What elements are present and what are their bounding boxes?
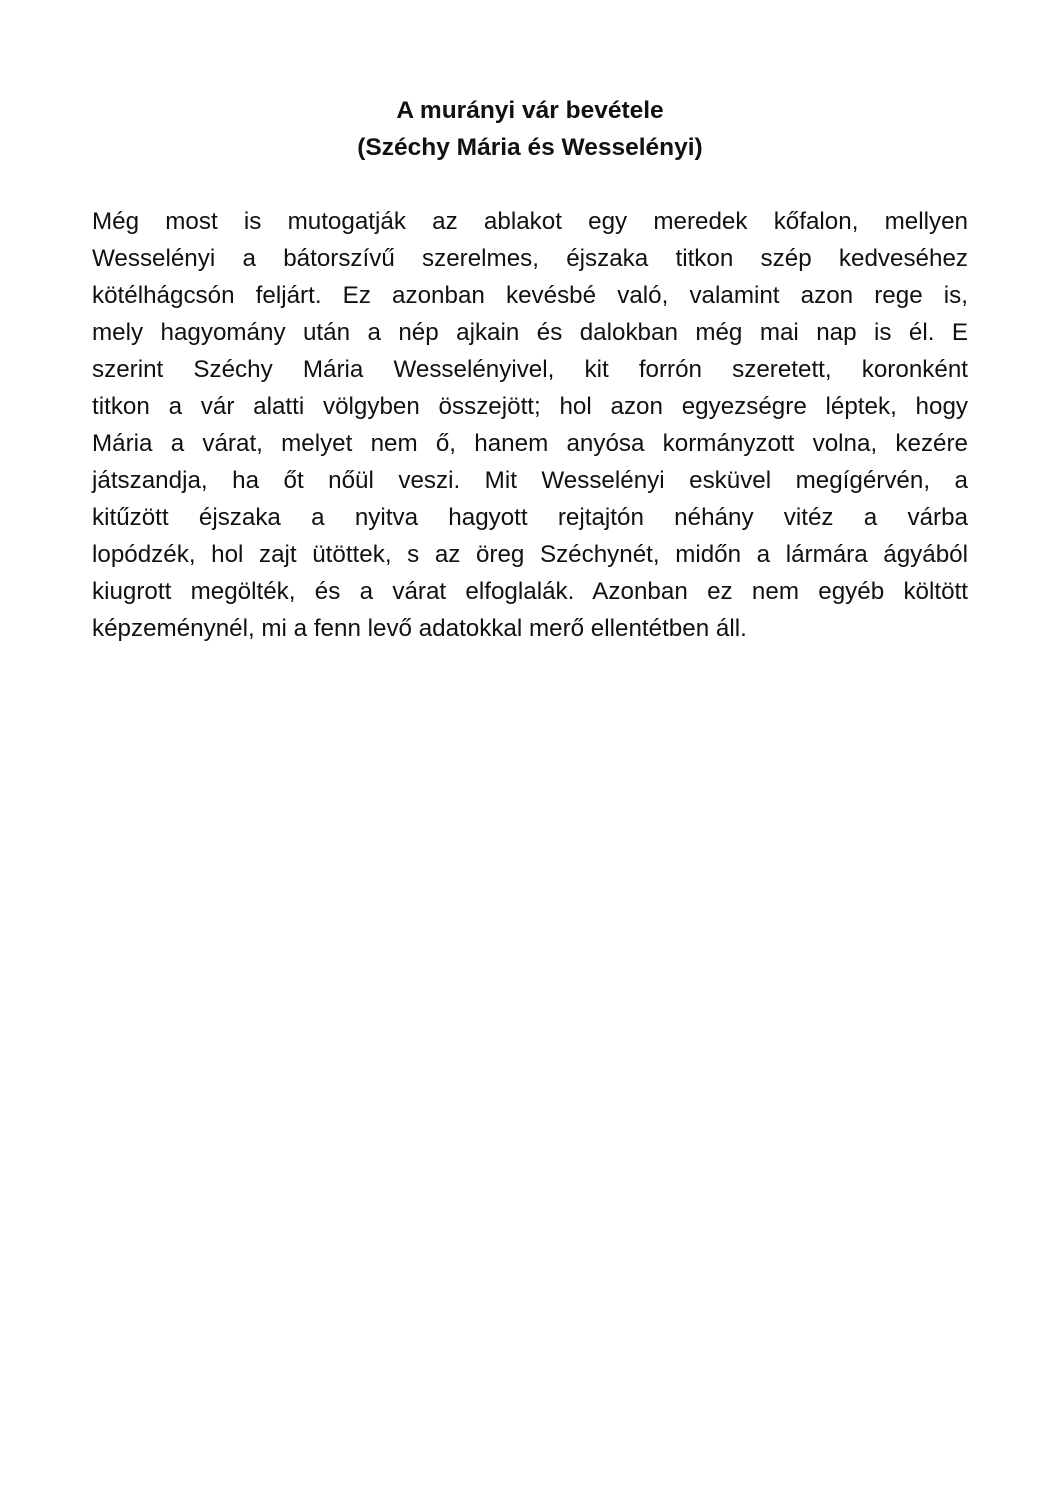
- paragraph-line: mely hagyomány után a nép ajkain és dalokban még mai nap is él. E: [92, 319, 968, 346]
- document-title: [92, 92, 968, 166]
- paragraph-line: titkon a vár alatti völgyben összejött; hol azon egyezségre léptek, hogy: [92, 393, 968, 420]
- paragraph-line: Még most is mutogatják az ablakot egy meredek kőfalon, mellyen: [92, 208, 968, 235]
- paragraph-line: képzeménynél, mi a fenn levő adatokkal merő ellentétben áll.: [92, 615, 747, 642]
- title-line-2: (Széchy Mária és Wesselényi): [357, 134, 703, 161]
- title-line-1: A murányi vár bevétele: [396, 97, 664, 124]
- paragraph-line: kötélhágcsón feljárt. Ez azonban kevésbé való, valamint azon rege is,: [92, 282, 968, 309]
- paragraph-line: Wesselényi a bátorszívű szerelmes, éjszaka titkon szép kedveséhez: [92, 245, 968, 272]
- paragraph-line: Mária a várat, melyet nem ő, hanem anyósa kormányzott volna, kezére: [92, 430, 968, 457]
- paragraph-line: kitűzött éjszaka a nyitva hagyott rejtajtón néhány vitéz a várba: [92, 504, 968, 531]
- paragraph-line: kiugrott megölték, és a várat elfoglalák. Azonban ez nem egyéb költött: [92, 578, 968, 605]
- paragraph-line: lopódzék, hol zajt ütöttek, s az öreg Széchynét, midőn a lármára ágyából: [92, 541, 968, 568]
- paragraph-line: szerint Széchy Mária Wesselényivel, kit forrón szeretett, koronként: [92, 356, 968, 383]
- body-paragraph: [92, 203, 968, 647]
- paragraph-line: játszandja, ha őt nőül veszi. Mit Wesselényi esküvel megígérvén, a: [92, 467, 968, 494]
